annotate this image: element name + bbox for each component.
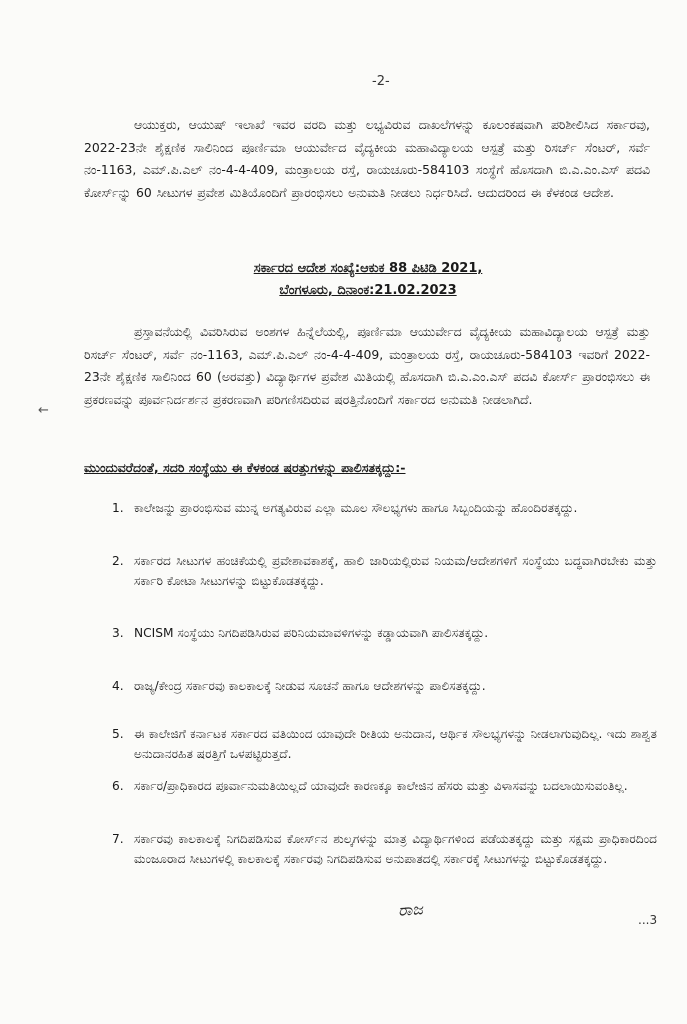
condition-text: ಸರ್ಕಾರವು ಕಾಲಕಾಲಕ್ಕೆ ನಿಗದಿಪಡಿಸುವ ಕೋರ್ಸ್‌ನ ಶುಲ್ಕಗಳನ್ನು ಮಾತ್ರ ವಿದ್ಯಾರ್ಥಿಗಳಿಂದ ಪಡೆಯತಕ್ಕದ್ದು ಮತ್ತು ಸಕ್ಷಮ ಪ್ರಾಧಿಕಾರದಿಂದ ಮಂಜೂರಾದ ಸೀಟುಗಳಲ್ಲಿ ಕಾಲಕಾಲಕ್ಕೆ ಸರ್ಕಾರವು ನಿಗದಿಪಡಿಸುವ ಅನುಪಾತದಲ್ಲಿ ಸರ್ಕಾರಕ್ಕೆ ಸೀಟುಗಳನ್ನು ಬಿಟ್ಟುಕೊಡತಕ್ಕದ್ದು. xyxy=(134,832,657,866)
condition-item xyxy=(112,623,657,643)
condition-item xyxy=(112,498,657,518)
condition-item xyxy=(112,724,657,764)
condition-text: ಕಾಲೇಜನ್ನು ಪ್ರಾರಂಭಿಸುವ ಮುನ್ನ ಅಗತ್ಯವಿರುವ ಎಲ್ಲಾ ಮೂಲ ಸೌಲಭ್ಯಗಳು ಹಾಗೂ ಸಿಬ್ಬಂದಿಯನ್ನು ಹೊಂದಿರತಕ್ಕದ್ದು. xyxy=(134,501,578,515)
condition-number: 2. xyxy=(112,554,124,568)
margin-arrow-mark: ← xyxy=(38,403,49,418)
page-number: -2- xyxy=(372,74,390,89)
next-page-marker: ...3 xyxy=(638,913,658,927)
order-number: ಸರ್ಕಾರದ ಆದೇಶ ಸಂಖ್ಯೆ:ಆಕುಕ 88 ಪಿಟಿಡಿ 2021, xyxy=(253,261,483,276)
condition-text: NCISM ಸಂಸ್ಥೆಯು ನಿಗದಿಪಡಿಸಿರುವ ಪರಿನಿಯಮಾವಳಿಗಳನ್ನು ಕಡ್ಡಾಯವಾಗಿ ಪಾಲಿಸತಕ್ಕದ್ದು. xyxy=(134,626,489,640)
condition-text: ಸರ್ಕಾರ/ಪ್ರಾಧಿಕಾರದ ಪೂರ್ವಾನುಮತಿಯಿಲ್ಲದೆ ಯಾವುದೇ ಕಾರಣಕ್ಕೂ ಕಾಲೇಜಿನ ಹೆಸರು ಮತ್ತು ವಿಳಾಸವನ್ನು ಬದಲಾಯಿಸುವಂತಿಲ್ಲ. xyxy=(134,779,628,793)
condition-number: 4. xyxy=(112,679,124,693)
order-heading xyxy=(150,258,586,302)
condition-number: 6. xyxy=(112,779,124,793)
order-place-date: ಬೆಂಗಳೂರು, ದಿನಾಂಕ:21.02.2023 xyxy=(279,283,457,298)
order-paragraph-text: ಪ್ರಸ್ತಾವನೆಯಲ್ಲಿ ವಿವರಿಸಿರುವ ಅಂಶಗಳ ಹಿನ್ನೆಲೆಯಲ್ಲಿ, ಪೂರ್ಣಿಮಾ ಆಯುರ್ವೇದ ವೈದ್ಯಕೀಯ ಮಹಾವಿದ್ಯಾಲಯ ಆಸ್ಪತ್ರೆ ಮತ್ತು ರಿಸರ್ಚ್ ಸೆಂಟರ್, ಸರ್ವೆ ನಂ-1163, ಎಮ್.ಪಿ.ಎಲ್ ನಂ-4-4-409, ಮಂತ್ರಾಲಯ ರಸ್ತೆ, ರಾಯಚೂರು-584103 ಇವರಿಗೆ 2022-23ನೇ ಶೈಕ್ಷಣಿಕ ಸಾಲಿನಿಂದ 60 (ಅರವತ್ತು) ವಿದ್ಯಾರ್ಥಿಗಳ ಪ್ರವೇಶ ಮಿತಿಯಲ್ಲಿ ಹೊಸದಾಗಿ ಬಿ.ಎ.ಎಂ.ಎಸ್ ಪದವಿ ಕೋರ್ಸ್ ಪ್ರಾರಂಭಿಸಲು ಈ ಪ್ರಕರಣವನ್ನು ಪೂರ್ವನಿರ್ದರ್ಶನ ಪ್ರಕರಣವಾಗಿ ಪರಿಗಣಿಸದಿರುವ ಷರತ್ತಿನೊಂದಿಗೆ ಸರ್ಕಾರದ ಅನುಮತಿ ನೀಡಲಾಗಿದೆ. xyxy=(84,324,650,407)
conditions-heading: ಮುಂದುವರೆದಂತೆ, ಸದರಿ ಸಂಸ್ಥೆಯು ಈ ಕೆಳಕಂಡ ಷರತ್ತುಗಳನ್ನು ಪಾಲಿಸತಕ್ಕದ್ದು:- xyxy=(84,460,406,475)
condition-number: 7. xyxy=(112,832,124,846)
condition-number: 1. xyxy=(112,501,124,515)
order-paragraph xyxy=(84,321,650,411)
condition-number: 5. xyxy=(112,727,124,741)
condition-text: ಈ ಕಾಲೇಜಿಗೆ ಕರ್ನಾಟಕ ಸರ್ಕಾರದ ವತಿಯಿಂದ ಯಾವುದೇ ರೀತಿಯ ಅನುದಾನ, ಆರ್ಥಿಕ ಸೌಲಭ್ಯಗಳನ್ನು ನೀಡಲಾಗುವುದಿಲ್ಲ. ಇದು ಶಾಶ್ವತ ಅನುದಾನರಹಿತ ಷರತ್ತಿಗೆ ಒಳಪಟ್ಟಿರುತ್ತದೆ. xyxy=(134,727,657,761)
handwritten-initials: ರಾಜ xyxy=(397,899,424,920)
condition-item xyxy=(112,676,657,696)
condition-number: 3. xyxy=(112,626,124,640)
intro-paragraph xyxy=(84,114,650,204)
intro-paragraph-text: ಆಯುಕ್ತರು, ಆಯುಷ್ ಇಲಾಖೆ ಇವರ ವರದಿ ಮತ್ತು ಲಭ್ಯವಿರುವ ದಾಖಲೆಗಳನ್ನು ಕೂಲಂಕಷವಾಗಿ ಪರಿಶೀಲಿಸಿದ ಸರ್ಕಾರವು, 2022-23ನೇ ಶೈಕ್ಷಣಿಕ ಸಾಲಿನಿಂದ ಪೂರ್ಣಿಮಾ ಆಯುರ್ವೇದ ವೈದ್ಯಕೀಯ ಮಹಾವಿದ್ಯಾಲಯ ಆಸ್ಪತ್ರೆ ಮತ್ತು ರಿಸರ್ಚ್ ಸೆಂಟರ್, ಸರ್ವೆ ನಂ-1163, ಎಮ್.ಪಿ.ಎಲ್ ನಂ-4-4-409, ಮಂತ್ರಾಲಯ ರಸ್ತೆ, ರಾಯಚೂರು-584103 ಸಂಸ್ಥೆಗೆ ಹೊಸದಾಗಿ ಬಿ.ಎ.ಎಂ.ಎಸ್ ಪದವಿ ಕೋರ್ಸ್‌ನ್ನು 60 ಸೀಟುಗಳ ಪ್ರವೇಶ ಮಿತಿಯೊಂದಿಗೆ ಪ್ರಾರಂಭಿಸಲು ಅನುಮತಿ ನೀಡಲು ನಿರ್ಧರಿಸಿದೆ. ಆದುದರಿಂದ ಈ ಕೆಳಕಂಡ ಆದೇಶ. xyxy=(84,117,650,200)
condition-item xyxy=(112,776,657,796)
condition-text: ಸರ್ಕಾರದ ಸೀಟುಗಳ ಹಂಚಿಕೆಯಲ್ಲಿ ಪ್ರವೇಶಾವಕಾಶಕ್ಕೆ, ಹಾಲಿ ಜಾರಿಯಲ್ಲಿರುವ ನಿಯಮ/ಆದೇಶಗಳಿಗೆ ಸಂಸ್ಥೆಯು ಬದ್ಧವಾಗಿರಬೇಕು ಮತ್ತು ಸರ್ಕಾರಿ ಕೋಟಾ ಸೀಟುಗಳನ್ನು ಬಿಟ್ಟುಕೊಡತಕ್ಕದ್ದು. xyxy=(134,554,657,588)
condition-text: ರಾಜ್ಯ/ಕೇಂದ್ರ ಸರ್ಕಾರವು ಕಾಲಕಾಲಕ್ಕೆ ನೀಡುವ ಸೂಚನೆ ಹಾಗೂ ಆದೇಶಗಳನ್ನು ಪಾಲಿಸತಕ್ಕದ್ದು. xyxy=(134,679,486,693)
condition-item xyxy=(112,829,657,869)
condition-item xyxy=(112,551,657,591)
